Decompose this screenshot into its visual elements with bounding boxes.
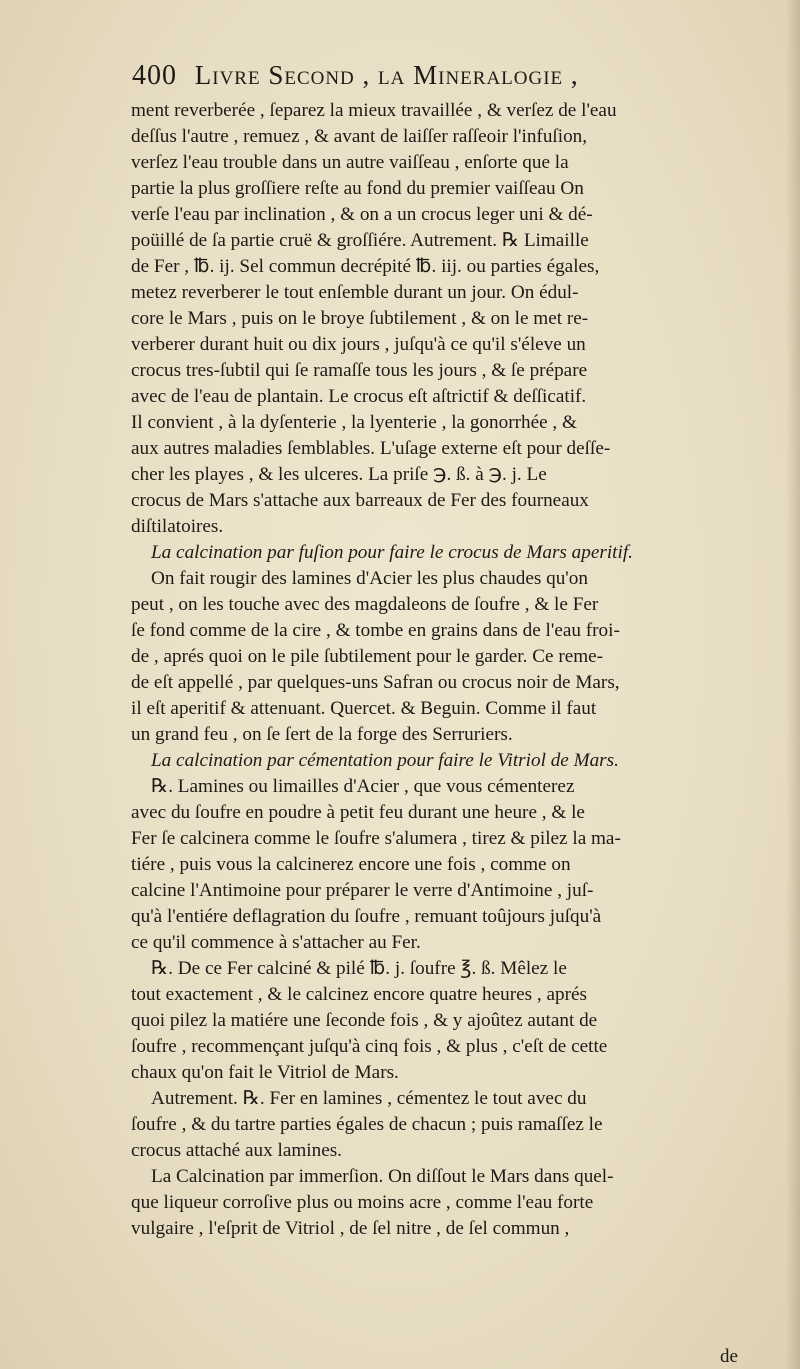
text-line: tout exactement , & le calcinez encore quatre heures , aprés bbox=[131, 984, 588, 1005]
text-line: poüillé de ſa partie cruë & groſſiére. Autrement. ℞ Limaille bbox=[131, 230, 589, 251]
text-line: verſe l'eau par inclination , & on a un crocus leger uni & dé- bbox=[131, 204, 593, 225]
text-line: On fait rougir des lamines d'Acier les plus chaudes qu'on bbox=[151, 568, 588, 589]
text-line: Fer ſe calcinera comme le ſoufre s'alumera , tirez & pilez la ma- bbox=[131, 828, 621, 849]
text-line: ce qu'il commence à s'attacher au Fer. bbox=[131, 932, 421, 953]
text-line: chaux qu'on fait le Vitriol de Mars. bbox=[131, 1062, 399, 1083]
text-line: aux autres maladies ſemblables. L'uſage externe eſt pour deſſe- bbox=[131, 438, 611, 459]
text-line: calcine l'Antimoine pour préparer le verre d'Antimoine , juſ- bbox=[131, 880, 594, 901]
text-line: Autrement. ℞. Fer en lamines , cémentez le tout avec du bbox=[151, 1088, 587, 1109]
page-edge-shadow bbox=[786, 0, 800, 1369]
text-line: crocus tres-ſubtil qui ſe ramaſſe tous les jours , & ſe prépare bbox=[131, 360, 588, 381]
section-heading: La calcination par fuſion pour faire le crocus de Mars aperitif. bbox=[151, 542, 633, 563]
text-line: ſoufre , recommençant juſqu'à cinq fois , & plus , c'eſt de cette bbox=[131, 1036, 608, 1057]
text-line: verſez l'eau trouble dans un autre vaiſſeau , enſorte que la bbox=[131, 152, 569, 173]
body-text bbox=[131, 98, 781, 1242]
text-line: Il convient , à la dyſenterie , la lyenterie , la gonorrhée , & bbox=[131, 412, 577, 433]
text-line: partie la plus groſſiere reſte au fond du premier vaiſſeau On bbox=[131, 178, 584, 199]
text-line: ℞. De ce Fer calciné & pilé ℔. j. ſoufre ℥. ß. Mêlez le bbox=[151, 958, 567, 979]
text-line: crocus de Mars s'attache aux barreaux de Fer des fourneaux bbox=[131, 490, 589, 511]
text-line: que liqueur corroſive plus ou moins acre , comme l'eau forte bbox=[131, 1192, 594, 1213]
text-line: tiére , puis vous la calcinerez encore une fois , comme on bbox=[131, 854, 571, 875]
text-line: La Calcination par immerſion. On diſſout le Mars dans quel- bbox=[151, 1166, 614, 1187]
text-line: crocus attaché aux lamines. bbox=[131, 1140, 342, 1161]
text-line: ment reverberée , ſeparez la mieux travaillée , & verſez de l'eau bbox=[131, 100, 617, 121]
text-line: ſe fond comme de la cire , & tombe en grains dans de l'eau froi- bbox=[131, 620, 620, 641]
text-line: un grand feu , on ſe ſert de la forge des Serruriers. bbox=[131, 724, 513, 745]
text-line: qu'à l'entiére deflagration du ſoufre , remuant toûjours juſqu'à bbox=[131, 906, 602, 927]
running-title: Livre Second , la Mineralogie , bbox=[194, 60, 579, 90]
text-line: ℞. Lamines ou limailles d'Acier , que vous cémenterez bbox=[151, 776, 575, 797]
text-line: avec de l'eau de plantain. Le crocus eſt aſtrictif & deſſicatif. bbox=[131, 386, 587, 407]
text-line: ſoufre , & du tartre parties égales de chacun ; puis ramaſſez le bbox=[131, 1114, 603, 1135]
text-line: deſſus l'autre , remuez , & avant de laiſſer raſſeoir l'infuſion, bbox=[131, 126, 588, 147]
page-number: 400 bbox=[132, 60, 177, 91]
text-line: avec du ſoufre en poudre à petit feu durant une heure , & le bbox=[131, 802, 585, 823]
text-line: core le Mars , puis on le broye ſubtilement , & on le met re- bbox=[131, 308, 589, 329]
text-line: diſtilatoires. bbox=[131, 516, 224, 537]
text-line: de , aprés quoi on le pile ſubtilement pour le garder. Ce reme- bbox=[131, 646, 604, 667]
catchword: de bbox=[720, 1346, 738, 1367]
running-header bbox=[132, 60, 772, 92]
text-line: de eſt appellé , par quelques-uns Safran ou crocus noir de Mars, bbox=[131, 672, 620, 693]
section-heading: La calcination par cémentation pour faire le Vitriol de Mars. bbox=[151, 750, 619, 771]
text-line: verberer durant huit ou dix jours , juſqu'à ce qu'il s'éleve un bbox=[131, 334, 586, 355]
text-line: il eſt aperitif & attenuant. Quercet. & Beguin. Comme il faut bbox=[131, 698, 597, 719]
text-line: cher les playes , & les ulceres. La priſe ℈. ß. à ℈. j. Le bbox=[131, 464, 547, 485]
text-line: vulgaire , l'eſprit de Vitriol , de ſel nitre , de ſel commun , bbox=[131, 1218, 570, 1239]
text-line: peut , on les touche avec des magdaleons de ſoufre , & le Fer bbox=[131, 594, 599, 615]
text-line: quoi pilez la matiére une ſeconde fois , & y ajoûtez autant de bbox=[131, 1010, 598, 1031]
text-line: de Fer , ℔. ij. Sel commun decrépité ℔. iij. ou parties égales, bbox=[131, 256, 600, 277]
text-line: metez reverberer le tout enſemble durant un jour. On édul- bbox=[131, 282, 579, 303]
